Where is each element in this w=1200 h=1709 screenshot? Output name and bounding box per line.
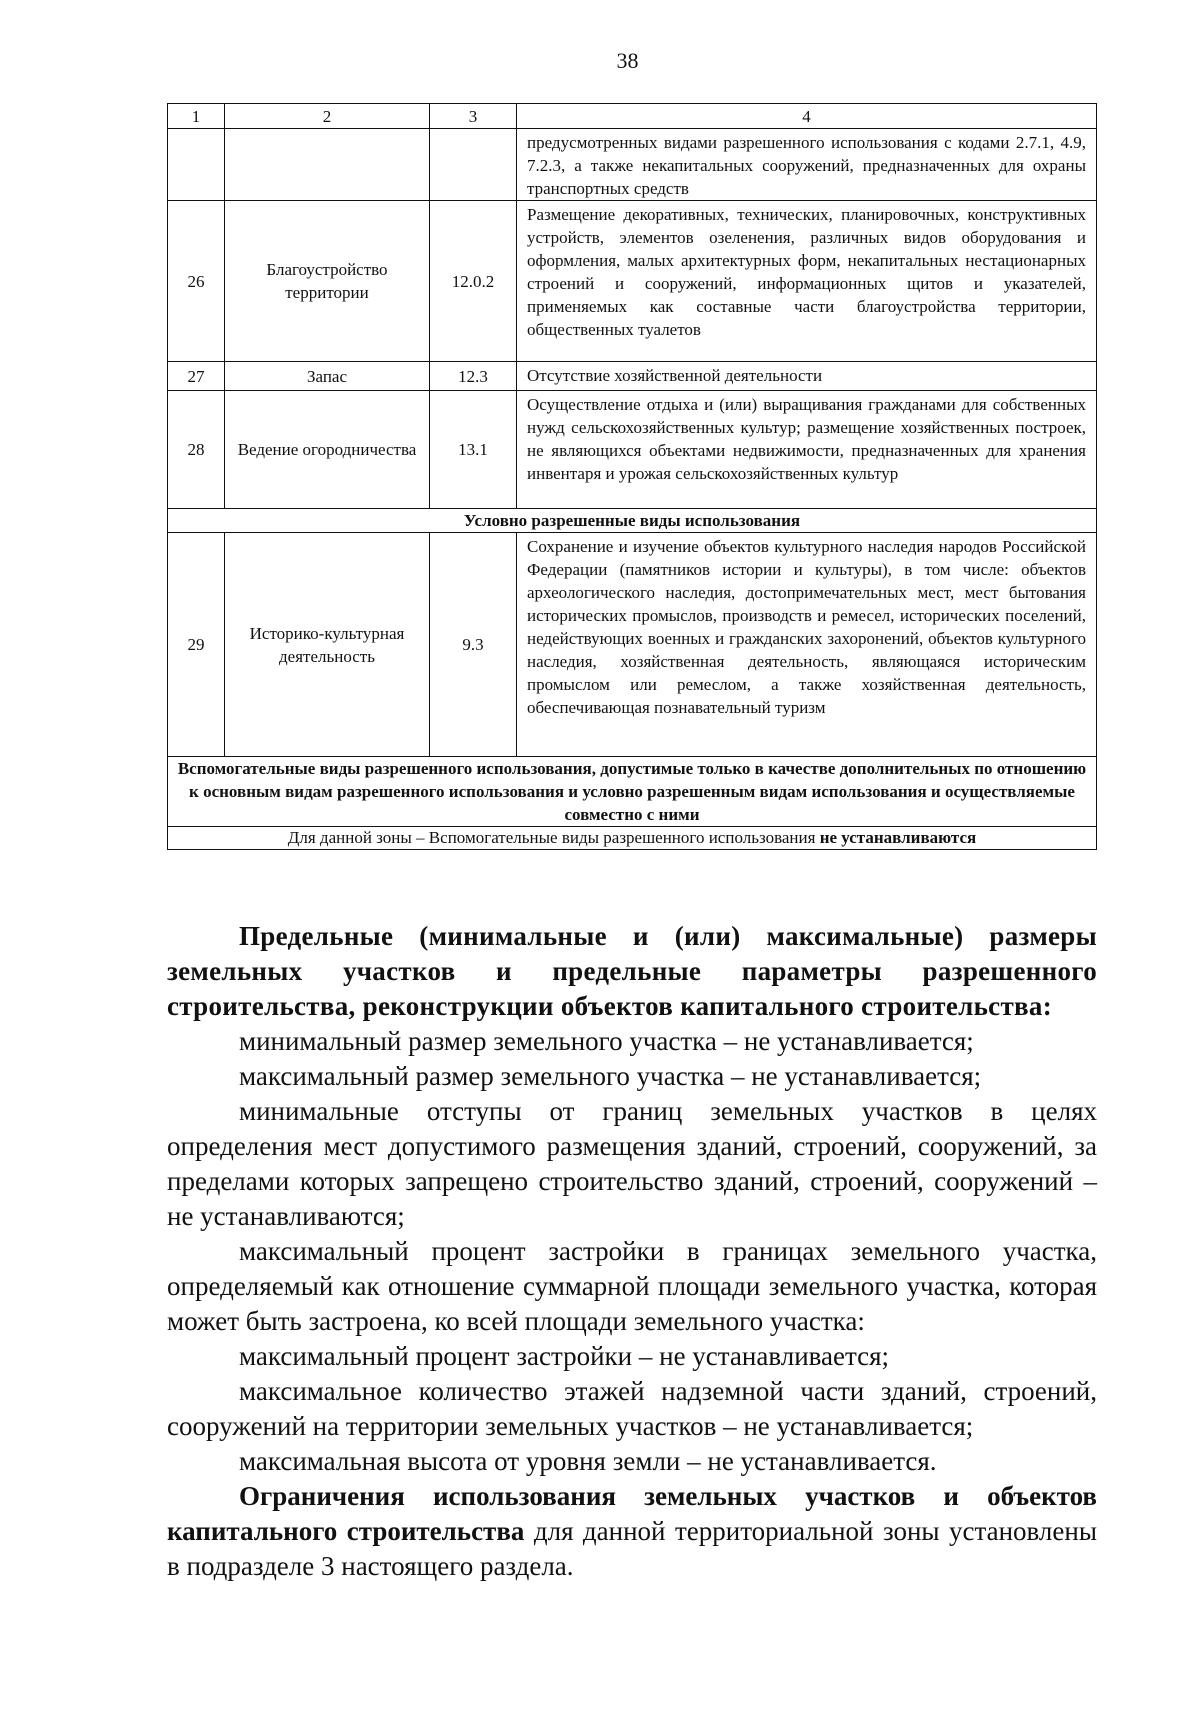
page-number: 38	[616, 48, 639, 73]
restrictions-paragraph	[167, 1479, 1097, 1584]
parameters-heading: Предельные (минимальные и (или) максимальные) размеры земельных участков и предельные параметры разрешенного строительства, реконструкции объектов капитального строительства:	[167, 921, 1097, 1021]
restrictions-bold: Ограничения использования земельных участков и объектов капитального строительства	[167, 1481, 1097, 1546]
section-header-row	[168, 757, 1097, 827]
cell-num: 26	[168, 201, 225, 362]
paragraph: максимальный размер земельного участка – не устанавливается;	[239, 1061, 982, 1091]
table-header-row	[168, 104, 1097, 129]
cell-description: Осуществление отдыха и (или) выращивания гражданами для собственных нужд сельскохозяйственных культур; размещение хозяйственных построек, не являющихся объектами недвижимости, предназначенных для хранения инвентаря и урожая сельскохозяйственных культур	[517, 391, 1097, 509]
table-row-continuation	[168, 129, 1097, 201]
cell-description: предусмотренных видами разрешенного использования с кодами 2.7.1, 4.9, 7.2.3, а также некапитальных сооружений, предназначенных для охраны транспортных средств	[517, 129, 1097, 201]
table-row	[168, 362, 1097, 391]
paragraph: максимальный процент застройки – не устанавливается;	[239, 1341, 890, 1371]
auxiliary-use-header: Вспомогательные виды разрешенного использования, допустимые только в качестве дополнительных по отношению к основным видам разрешенного использования и условно разрешенным видам использования и осуществляемые совместно с ними	[168, 757, 1097, 827]
table-row	[168, 201, 1097, 362]
cell-code: 13.1	[430, 391, 517, 509]
column-header-2: 2	[225, 104, 430, 129]
paragraph: максимальное количество этажей надземной части зданий, строений, сооружений на территории земельных участков – не устанавливается;	[167, 1376, 1097, 1441]
column-header-4: 4	[517, 104, 1097, 129]
permitted-use-table	[167, 103, 1097, 850]
cell-code: 12.0.2	[430, 201, 517, 362]
paragraph: минимальные отступы от границ земельных участков в целях определения мест допустимого размещения зданий, строений, сооружений, за пределами которых запрещено строительство зданий, строений, сооружений – не устанавливаются;	[167, 1096, 1097, 1231]
cell-num: 29	[168, 533, 225, 757]
cell-name: Ведение огородничества	[225, 391, 430, 509]
cell-name: Благоустройство территории	[225, 201, 430, 362]
auxiliary-note	[168, 827, 1097, 850]
restrictions-rest: для данной территориальной зоны установлены в подразделе 3 настоящего раздела.	[167, 1516, 1097, 1581]
auxiliary-note-row	[168, 827, 1097, 850]
cell-num: 28	[168, 391, 225, 509]
body-text	[167, 919, 1097, 1584]
auxiliary-note-prefix: Для данной зоны – Вспомогательные виды разрешенного использования	[287, 828, 820, 847]
column-header-3: 3	[430, 104, 517, 129]
cell-code: 12.3	[430, 362, 517, 391]
cell-code: 9.3	[430, 533, 517, 757]
paragraph: минимальный размер земельного участка – не устанавливается;	[239, 1026, 974, 1056]
table-row	[168, 391, 1097, 509]
paragraph: максимальный процент застройки в границах земельного участка, определяемый как отношение суммарной площади земельного участка, которая может быть застроена, ко всей площади земельного участка:	[167, 1236, 1097, 1336]
cell-name	[225, 129, 430, 201]
table-row	[168, 533, 1097, 757]
cell-description: Размещение декоративных, технических, планировочных, конструктивных устройств, элементов озеленения, различных видов оборудования и оформления, малых архитектурных форм, некапитальных нестационарных строений и сооружений, информационных щитов и указателей, применяемых как составные части благоустройства территории, общественных туалетов	[517, 201, 1097, 362]
cell-code	[430, 129, 517, 201]
cell-description: Сохранение и изучение объектов культурного наследия народов Российской Федерации (памятников истории и культуры), в том числе: объектов археологического наследия, достопримечательных мест, мест бытования исторических промыслов, производств и ремесел, исторических поселений, недействующих военных и гражданских захоронений, объектов культурного наследия, хозяйственная деятельность, являющаяся историческим промыслом или ремеслом, а также хозяйственная деятельность, обеспечивающая познавательный туризм	[517, 533, 1097, 757]
cell-num	[168, 129, 225, 201]
cell-description: Отсутствие хозяйственной деятельности	[517, 362, 1097, 391]
cell-name: Историко-культурная деятельность	[225, 533, 430, 757]
section-header-row	[168, 509, 1097, 533]
auxiliary-note-bold: не устанавливаются	[819, 828, 977, 847]
paragraph: максимальная высота от уровня земли – не устанавливается.	[239, 1446, 937, 1476]
column-header-1: 1	[168, 104, 225, 129]
cell-name: Запас	[225, 362, 430, 391]
cell-num: 27	[168, 362, 225, 391]
conditional-use-header: Условно разрешенные виды использования	[168, 509, 1097, 533]
